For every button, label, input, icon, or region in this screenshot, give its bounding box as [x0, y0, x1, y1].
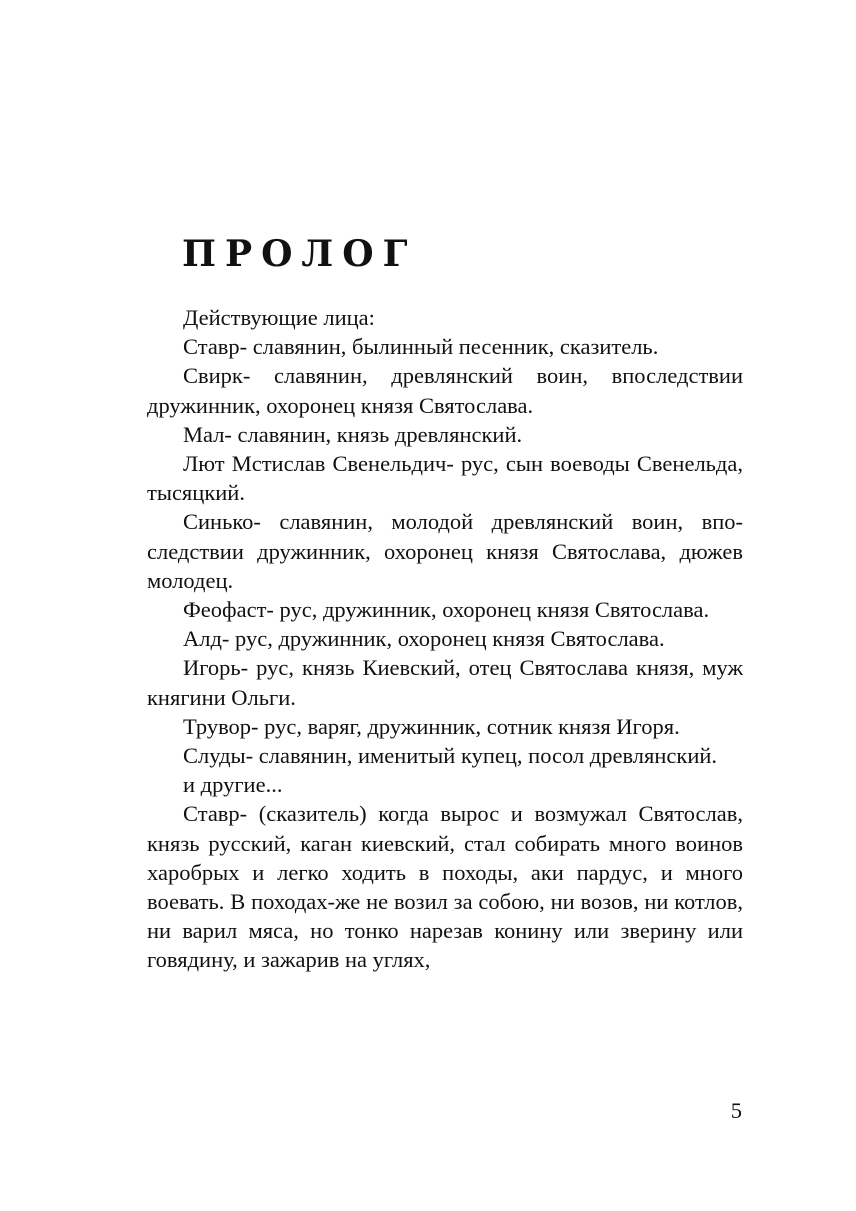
paragraph: Действующие лица:	[183, 305, 375, 330]
paragraph: Алд- рус, дружинник, охоронец князя Святослава.	[183, 626, 665, 652]
paragraph: Игорь- рус, князь Киевский, отец Святослава князя, муж княгини Ольги.	[147, 655, 743, 710]
page-number: 5	[730, 1098, 742, 1123]
body-text	[147, 303, 743, 975]
paragraph: Трувор- рус, варяг, дружинник, сотник князя Игоря.	[183, 713, 680, 739]
paragraph: Мал- славянин, князь древлянский.	[183, 421, 523, 447]
chapter-title: ПРОЛОГ	[182, 233, 417, 275]
paragraph: Слуды- славянин, именитый купец, посол древлянский.	[183, 743, 718, 769]
paragraph: и другие...	[183, 772, 283, 798]
paragraph: Синько- славянин, молодой древлянский воин, впоследствии дружинник, охоронец князя Святослава, дюжев молодец.	[147, 509, 743, 593]
paragraph: Ставр- (сказитель) когда вырос и возмужал Святослав, князь русский, каган киевский, стал собирать много воинов харобрых и легко ходить в походы, аки пардус, и много воевать. В походах-же не возил за собою, ни возов, ни котлов, ни варил мяса, но тонко нарезав конину или зверину или говядину, и зажарив на углях,	[147, 801, 743, 973]
paragraph: Свирк- славянин, древлянский воин, впоследствии дружинник, охоронец князя Святослава.	[147, 363, 743, 418]
paragraph: Феофаст- рус, дружинник, охоронец князя Святослава.	[183, 597, 710, 623]
paragraph: Лют Мстислав Свенельдич- рус, сын воеводы Свенельда, тысяцкий.	[147, 451, 743, 506]
paragraph: Ставр- славянин, былинный песенник, сказитель.	[183, 334, 659, 360]
